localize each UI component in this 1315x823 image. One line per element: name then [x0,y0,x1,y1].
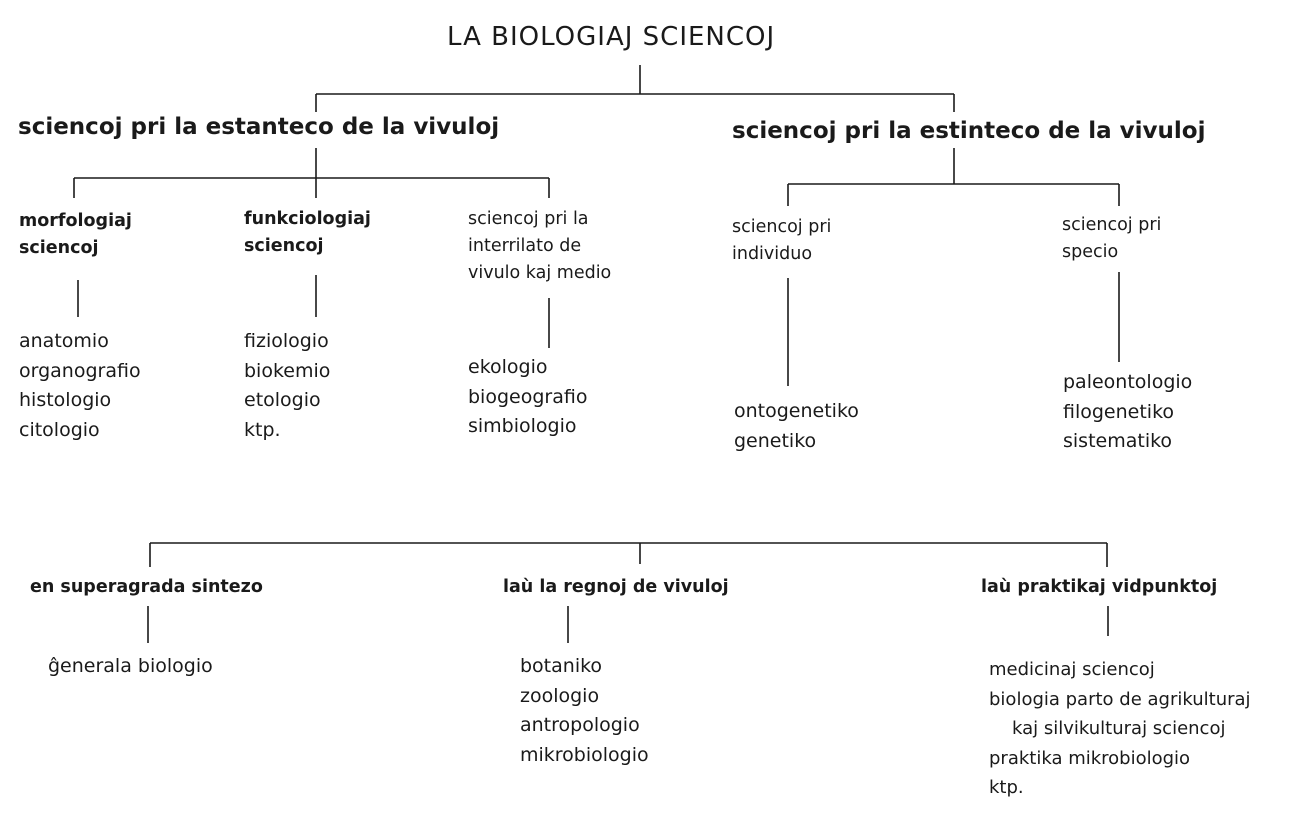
node-interrilato-heading [468,206,611,287]
diagram-title: LA BIOLOGIAJ SCIENCOJ [447,22,776,52]
list-item: organografio [19,359,141,382]
node-interrilato-items [468,353,587,442]
list-item: biokemio [244,359,331,382]
list-item: ekologio [468,356,548,378]
heading-line: sciencoj [19,238,99,258]
list-item: biologia parto de agrikulturaj [989,688,1251,710]
heading-line: interrilato de [468,236,582,256]
list-item: histologio [19,389,112,411]
list-item: ĝenerala biologio [48,655,213,677]
heading-line: sciencoj pri [1062,215,1162,235]
node-funkciologiaj-heading [244,206,371,260]
list-item: paleontologio [1063,371,1193,393]
node-regnoj-items [520,652,649,770]
list-item: simbiologio [468,415,577,437]
list-item: ktp. [989,777,1024,798]
heading-line: specio [1062,242,1119,262]
node-sintezo-items [48,652,213,682]
heading-line: sciencoj pri [732,217,832,237]
list-item: genetiko [734,429,817,452]
heading-line: funkciologiaj [244,209,371,229]
node-funkciologiaj-items [244,327,330,445]
list-item: sistematiko [1063,430,1173,452]
list-item: zoologio [520,684,600,707]
heading-line: individuo [732,244,813,264]
list-item: biogeografio [468,385,588,408]
node-morfologiaj-items [19,327,141,445]
node-individuo-heading [732,214,831,268]
node-regnoj-heading: laù la regnoj de vivuloj [503,577,729,597]
node-individuo-items [734,397,859,456]
heading-line: sciencoj pri la [468,209,589,229]
list-item: filogenetiko [1063,400,1175,423]
list-item: mikrobiologio [520,743,649,766]
heading-line: sciencoj [244,236,324,256]
list-item: praktika mikrobiologio [989,747,1191,769]
node-sintezo-heading: en superagrada sintezo [30,577,263,597]
node-praktikaj-items [989,655,1251,803]
list-item: medicinaj sciencoj [989,659,1155,680]
node-specio-heading [1062,212,1161,266]
heading-line: vivulo kaj medio [468,263,612,283]
branch-left-label: sciencoj pri la estanteco de la vivuloj [18,114,500,140]
list-item: botaniko [520,655,603,677]
list-item: ktp. [244,418,281,441]
list-item: kaj silvikulturaj sciencoj [1012,718,1226,739]
node-morfologiaj-heading [19,208,132,262]
list-item: ontogenetiko [734,400,859,422]
list-item: antropologio [520,714,640,736]
node-praktikaj-heading: laù praktikaj vidpunktoj [981,577,1218,597]
list-item: citologio [19,418,100,441]
node-specio-items [1063,368,1192,457]
list-item: etologio [244,389,321,411]
list-item: fiziologio [244,330,329,352]
branch-right-label: sciencoj pri la estinteco de la vivuloj [732,118,1206,144]
heading-line: morfologiaj [19,211,132,231]
list-item: anatomio [19,330,109,352]
